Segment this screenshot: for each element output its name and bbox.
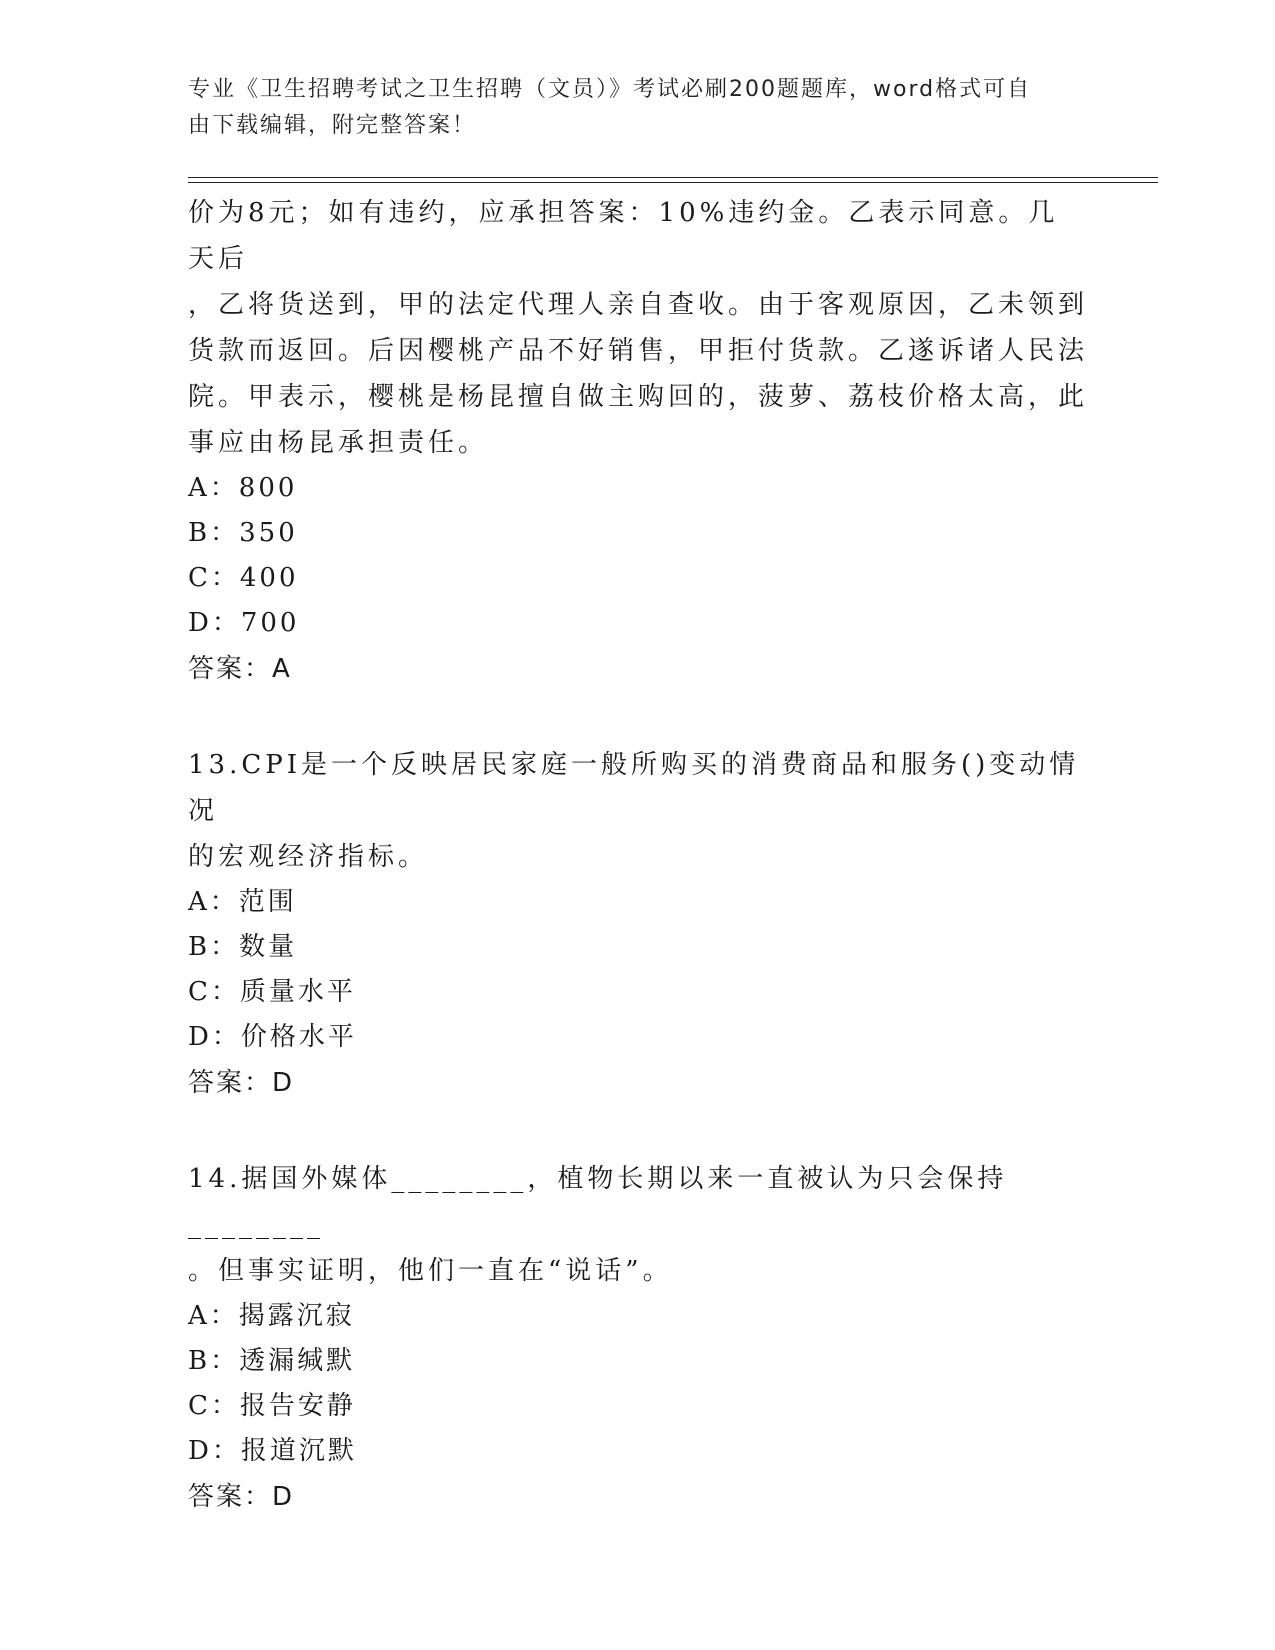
question-text-line: 13.CPI是一个反映居民家庭一般所购买的消费商品和服务()变动情况 [188,750,1080,826]
option-a: A：800 [188,473,298,503]
question-text-line: 价为8元；如有违约，应承担答案：10%违约金。乙表示同意。几天后 [188,198,1059,274]
option-c: C：400 [188,563,299,593]
question-text-line: 事应由杨昆承担责任。 [188,428,489,458]
option-b: B：透漏缄默 [188,1346,356,1376]
header-divider [188,177,1158,178]
question-text-line: ，乙将货送到，甲的法定代理人亲自查收。由于客观原因，乙未领到 [188,290,1089,320]
option-b: B：数量 [188,932,298,962]
header-title-line-2: 由下载编辑，附完整答案！ [188,113,477,138]
header-title-line-1: 专业《卫生招聘考试之卫生招聘（文员）》考试必刷200题题库，word格式可自 [188,77,1032,102]
question-continuation [188,190,1088,692]
page-header [188,72,1068,144]
header-divider [188,182,1158,183]
option-b: B：350 [188,518,298,548]
question-text-line: 货款而返回。后因樱桃产品不好销售，甲拒付货款。乙遂诉诸人民法 [188,336,1089,366]
option-a: A：范围 [188,887,297,917]
answer-line: 答案：D [188,1068,295,1098]
question-text-line: 14.据国外媒体________，植物长期以来一直被认为只会保持________ [188,1164,1008,1240]
option-c: C：质量水平 [188,977,356,1007]
question-text-line: 的宏观经济指标。 [188,842,429,872]
question-13 [188,742,1088,1106]
option-d: D：价格水平 [188,1022,357,1052]
option-a: A：揭露沉寂 [188,1301,355,1331]
option-c: C：报告安静 [188,1391,356,1421]
answer-line: 答案：A [188,654,292,684]
question-text-line: 院。甲表示，樱桃是杨昆擅自做主购回的，菠萝、荔枝价格太高，此 [188,382,1089,412]
option-d: D：报道沉默 [188,1436,357,1466]
option-d: D：700 [188,608,300,638]
answer-line: 答案：D [188,1482,295,1512]
question-14 [188,1156,1088,1520]
question-text-line: 。但事实证明，他们一直在“说话”。 [188,1256,673,1286]
document-body [188,190,1088,1570]
